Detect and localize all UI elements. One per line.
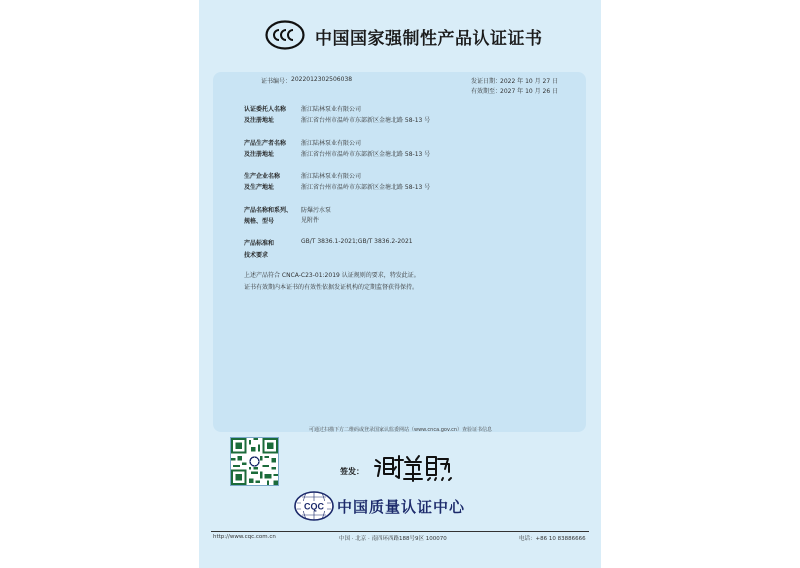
verify-note: 可通过扫描下方二维码或登录国家认监委网站（www.cnca.gov.cn）查验证书信息 (309, 427, 493, 433)
certificate (199, 0, 601, 568)
field-value: GB/T 3836.1-2021;GB/T 3836.2-2021 (301, 238, 413, 245)
field-value: 浙江省台州市温岭市东部新区金塘北路 58-13 号 (301, 151, 431, 158)
field-label: 技术要求 (244, 252, 269, 259)
field-label: 及生产地址 (244, 184, 275, 191)
issue-date-label: 发证日期： (471, 78, 502, 85)
signature-label: 签发： (340, 467, 364, 476)
field-value: 浙江陆林泵业有限公司 (301, 173, 362, 180)
footer-address: 中国 · 北京 · 南四环西路188号9区 100070 (339, 536, 447, 542)
field-label: 认证委托人名称 (244, 106, 287, 113)
svg-text:CQC: CQC (304, 501, 324, 512)
field-label: 及注册地址 (244, 117, 275, 124)
handwritten-signature (373, 451, 455, 485)
ccc-logo-icon (265, 20, 305, 50)
certificate-title: 中国国家强制性产品认证证书 (315, 29, 543, 49)
certificate-body (213, 72, 586, 432)
statement-line: 证书有效期内本证书的有效性依据发证机构的定期监督获得保持。 (244, 284, 419, 291)
field-label: 及注册地址 (244, 151, 275, 158)
cert-no-label: 证书编号： (261, 78, 292, 85)
cqc-logo-icon (294, 491, 334, 521)
footer-phone: 电话：+86 10 83886666 (519, 536, 586, 542)
expire-date: 2027 年 10 月 26 日 (500, 88, 559, 95)
field-value: 浙江陆林泵业有限公司 (301, 106, 362, 113)
expire-date-label: 有效期至： (471, 88, 502, 95)
field-value: 见附件 (301, 217, 320, 224)
field-value: 防爆污水泵 (301, 207, 332, 214)
field-value: 浙江省台州市温岭市东部新区金塘北路 58-13 号 (301, 117, 431, 124)
statement-line: 上述产品符合 CNCA-C23-01:2019 认证规则的要求，特发此证。 (244, 272, 420, 279)
field-label: 产品名称和系列、 (244, 207, 293, 214)
issuer-name: 中国质量认证中心 (337, 498, 466, 516)
field-value: 浙江省台州市温岭市东部新区金塘北路 58-13 号 (301, 184, 431, 191)
cert-no: 2022012302506038 (291, 76, 353, 83)
qr-code-icon[interactable] (230, 437, 279, 486)
field-label: 生产企业名称 (244, 173, 281, 180)
field-label: 产品标准和 (244, 240, 275, 247)
certificate-header (199, 18, 601, 54)
footer-divider (211, 531, 589, 532)
field-label: 产品生产者名称 (244, 140, 287, 147)
footer-website-link[interactable]: http://www.cqc.com.cn (213, 534, 276, 540)
field-label: 规格、型号 (244, 218, 275, 225)
issue-date: 2022 年 10 月 27 日 (500, 78, 559, 85)
field-value: 浙江陆林泵业有限公司 (301, 140, 362, 147)
